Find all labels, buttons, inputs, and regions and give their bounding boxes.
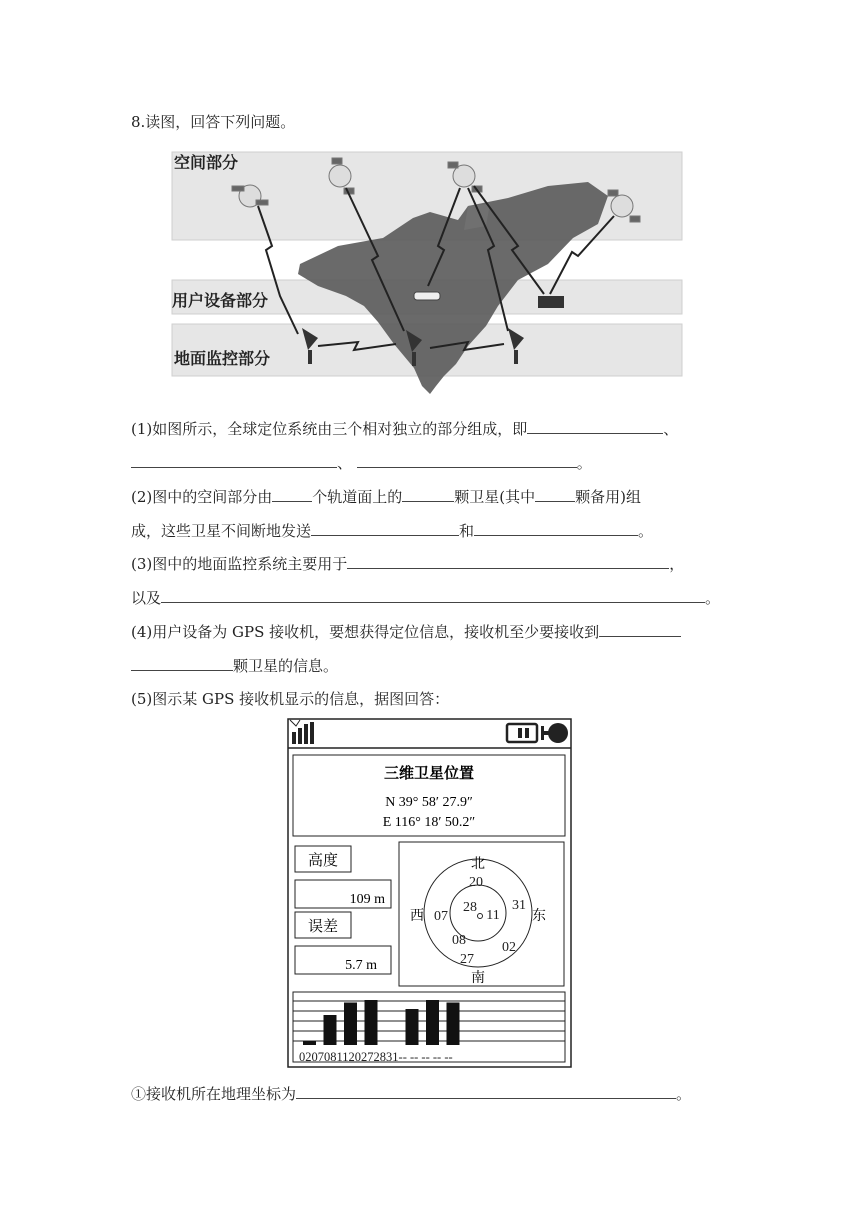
label-ground-part: 地面监控部分 [174,349,271,368]
error-label: 误差 [307,917,339,935]
gps-system-figure [168,146,686,398]
signal-bar [365,1000,378,1045]
label-space-part: 空间部分 [174,153,239,172]
label-user-part: 用户设备部分 [172,291,269,310]
error-value: 5.7 m [345,958,377,973]
q1-line1: (1)如图所示，全球定位系统由三个相对独立的部分组成，即 、 [131,420,679,438]
longitude-readout: E 116° 18′ 50.2″ [382,815,476,830]
answer-blank[interactable] [272,486,312,502]
satellite-28: 28 [463,900,477,915]
altitude-value: 109 m [349,892,385,907]
gps-receiver-display [287,718,572,1068]
latitude-readout: N 39° 58′ 27.9″ [385,795,473,810]
answer-blank[interactable] [474,520,638,536]
answer-blank[interactable] [131,655,233,671]
answer-blank[interactable] [402,486,454,502]
satellite-11: 11 [486,908,500,923]
signal-bar [447,1003,460,1046]
answer-blank[interactable] [527,418,663,434]
answer-blank[interactable] [161,587,705,603]
satellite-bar-labels: 0207081120272831-- -- -- -- -- [299,1050,453,1064]
answer-blank[interactable] [131,452,337,468]
question-title: 8.读图，回答下列问题。 [131,113,296,131]
direction-west: 西 [410,908,424,924]
signal-bar [426,1000,439,1045]
signal-bar [303,1041,316,1045]
answer-blank[interactable] [347,553,669,569]
q2-line2: 成，这些卫星不间断地发送 和 。 [131,522,654,540]
direction-south: 南 [471,970,485,986]
answer-blank[interactable] [535,486,575,502]
altitude-label: 高度 [307,851,339,869]
car-icon [414,292,440,300]
q1-line2: 、 。 [131,452,592,473]
satellite-20: 20 [469,875,483,890]
signal-bar [324,1015,337,1045]
signal-bar [406,1009,419,1045]
signal-bar [344,1003,357,1046]
q5-line: (5)图示某 GPS 接收机显示的信息，据图回答： [131,690,450,708]
direction-east: 东 [532,908,546,924]
q4-line1: (4)用户设备为 GPS 接收机，要想获得定位信息，接收机至少要接收到 [131,621,681,642]
answer-blank[interactable] [296,1083,676,1099]
answer-blank[interactable] [357,452,577,468]
q4-line2: 颗卫星的信息。 [131,655,338,676]
satellite-27: 27 [460,952,474,967]
ship-icon [538,296,564,308]
satellite-07: 07 [434,909,448,924]
answer-blank[interactable] [311,520,459,536]
q3-line2: 以及 。 [131,589,721,607]
direction-north: 北 [471,856,485,872]
q3-line1: (3)图中的地面监控系统主要用于 ， [131,555,685,573]
q5-1-line: ①接收机所在地理坐标为 。 [131,1085,692,1103]
q2-line1: (2)图中的空间部分由 个轨道面上的 颗卫星(其中 颗备用)组 [131,488,641,506]
satellite-02: 02 [502,940,516,955]
satellite-08: 08 [452,933,466,948]
satellite-31: 31 [512,898,526,913]
answer-blank[interactable] [599,621,681,637]
battery-icon [507,724,537,742]
gps-title: 三维卫星位置 [383,764,475,782]
